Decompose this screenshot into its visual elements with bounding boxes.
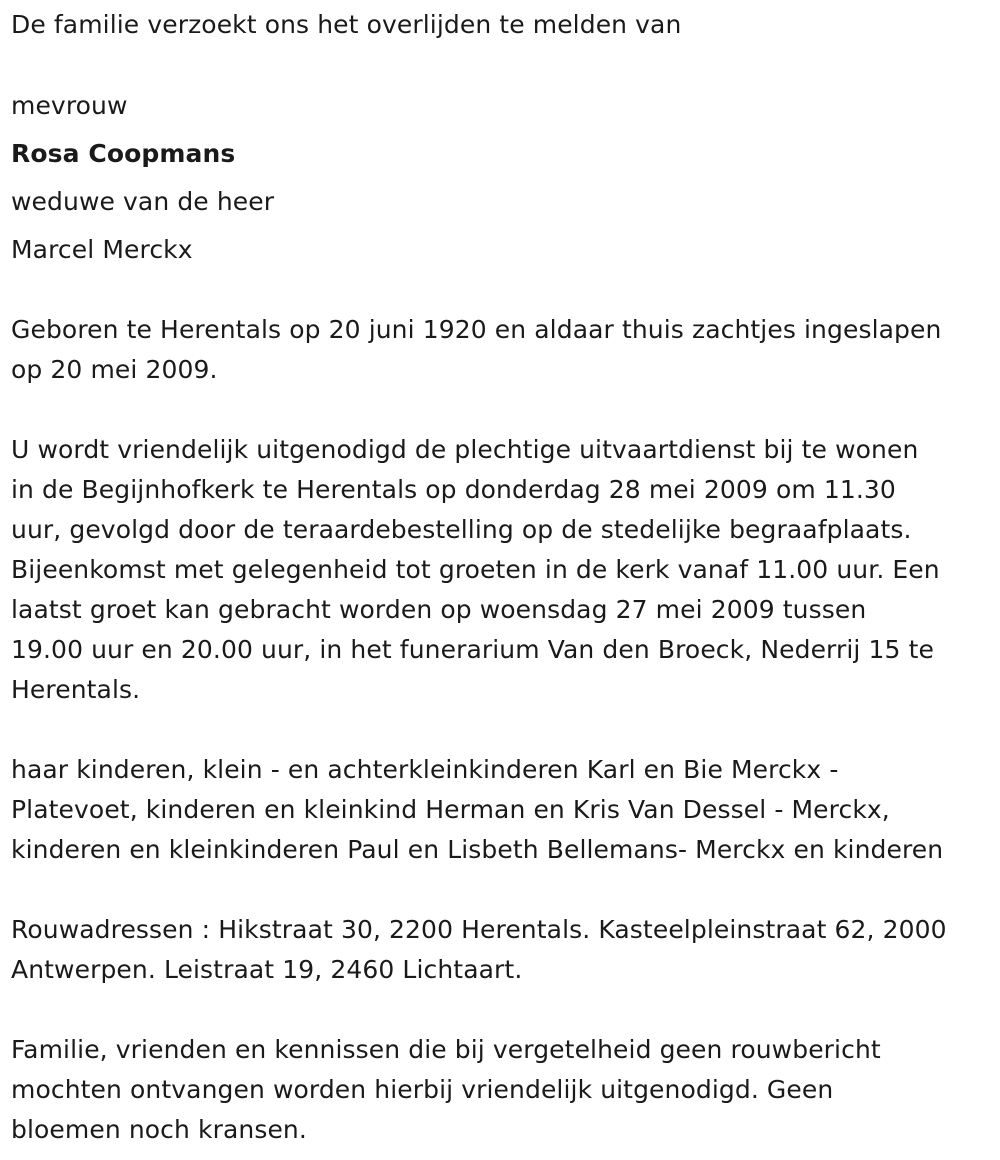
paragraph-line: Platevoet, kinderen en kleinkind Herman en Kris Van Dessel - Merckx, bbox=[11, 795, 890, 824]
paragraph-line: Rouwadressen : Hikstraat 30, 2200 Herentals. Kasteelpleinstraat 62, 2000 bbox=[11, 915, 947, 944]
service-paragraph bbox=[11, 430, 996, 710]
closing-paragraph bbox=[11, 1030, 996, 1150]
family-paragraph bbox=[11, 750, 996, 870]
paragraph-line: op 20 mei 2009. bbox=[11, 355, 218, 384]
paragraph-line: laatst groet kan gebracht worden op woensdag 27 mei 2009 tussen bbox=[11, 595, 867, 624]
addresses-paragraph bbox=[11, 910, 996, 990]
paragraph-line: bloemen noch kransen. bbox=[11, 1115, 307, 1144]
paragraph-line: mochten ontvangen worden hierbij vriendelijk uitgenodigd. Geen bbox=[11, 1075, 834, 1104]
spouse-name: Marcel Merckx bbox=[11, 235, 193, 264]
paragraph-line: 19.00 uur en 20.00 uur, in het funerarium Van den Broeck, Nederrij 15 te bbox=[11, 635, 934, 664]
intro-text: De familie verzoekt ons het overlijden te melden van bbox=[11, 10, 682, 39]
birth-death-paragraph bbox=[11, 310, 996, 390]
paragraph-line: in de Begijnhofkerk te Herentals op donderdag 28 mei 2009 om 11.30 bbox=[11, 475, 896, 504]
paragraph-line: Geboren te Herentals op 20 juni 1920 en aldaar thuis zachtjes ingeslapen bbox=[11, 315, 942, 344]
honorific: mevrouw bbox=[11, 91, 128, 120]
relation-text: weduwe van de heer bbox=[11, 187, 275, 216]
paragraph-line: kinderen en kleinkinderen Paul en Lisbeth Bellemans- Merckx en kinderen bbox=[11, 835, 944, 864]
deceased-name: Rosa Coopmans bbox=[11, 139, 236, 168]
paragraph-line: Bijeenkomst met gelegenheid tot groeten in de kerk vanaf 11.00 uur. Een bbox=[11, 555, 940, 584]
paragraph-line: Herentals. bbox=[11, 675, 141, 704]
paragraph-line: Antwerpen. Leistraat 19, 2460 Lichtaart. bbox=[11, 955, 523, 984]
paragraph-line: Familie, vrienden en kennissen die bij vergetelheid geen rouwbericht bbox=[11, 1035, 881, 1064]
paragraph-line: uur, gevolgd door de teraardebestelling op de stedelijke begraafplaats. bbox=[11, 515, 912, 544]
paragraph-line: haar kinderen, klein - en achterkleinkinderen Karl en Bie Merckx - bbox=[11, 755, 839, 784]
paragraph-line: U wordt vriendelijk uitgenodigd de plechtige uitvaartdienst bij te wonen bbox=[11, 435, 919, 464]
